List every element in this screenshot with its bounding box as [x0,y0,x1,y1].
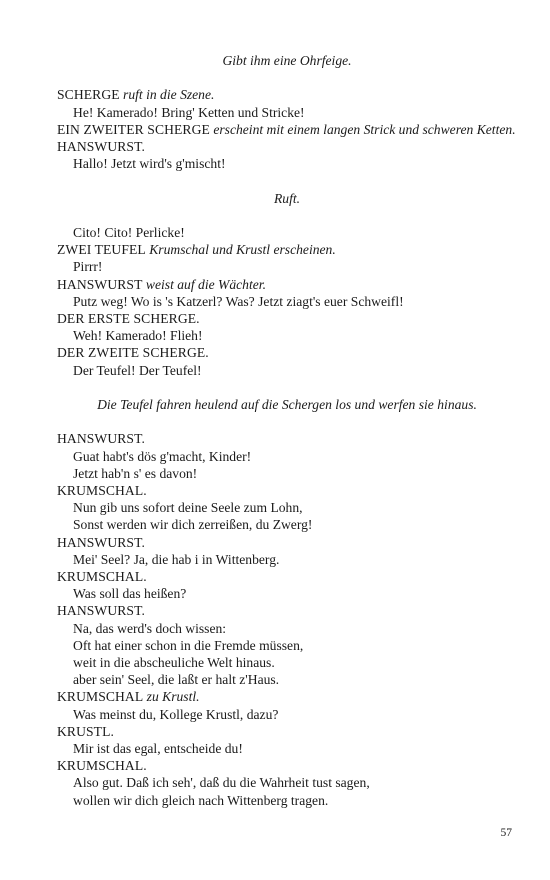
speech-line: Hallo! Jetzt wird's g'mischt! [73,156,226,172]
speaker-direction: ruft in die Szene. [123,87,215,103]
speaker-line [57,310,517,327]
speaker-name: HANSWURST. [57,534,145,550]
speaker-line [57,534,517,551]
speaker-name: KRUMSCHAL. [57,569,147,585]
speaker-direction: weist auf die Wächter. [145,276,266,292]
speaker-line [57,344,517,361]
speech-line: Nun gib uns sofort deine Seele zum Lohn, [73,500,303,516]
speaker-name: HANSWURST. [57,139,145,154]
stage-direction: Die Teufel fahren heulend auf die Schergen los und werfen sie hinaus. [97,397,477,412]
stage-direction: Ruft. [273,190,301,206]
speech-line: aber sein' Seel, die laßt er halt z'Haus. [73,672,280,688]
speaker-line [57,86,517,103]
speech-line: Na, das werd's doch wissen: [73,620,227,636]
speech-line: Cito! Cito! Perlicke! [73,224,185,240]
speaker-line [57,121,517,138]
speech-line: He! Kamerado! Bring' Ketten und Stricke! [73,104,305,120]
speaker-line [57,602,517,619]
speaker-line [57,757,517,774]
speaker-name: HANSWURST. [57,431,145,447]
speech-line: Mir ist das egal, entscheide du! [73,741,243,757]
speaker-name: ZWEI TEUFEL [57,242,146,258]
speech-line: weit in die abscheuliche Welt hinaus. [73,655,275,671]
speaker-line [57,241,517,258]
speech-line: Also gut. Daß ich seh', daß du die Wahrheit tust sagen, [73,775,370,791]
speaker-name: KRUSTL. [57,723,114,739]
speaker-direction: Krumschal und Krustl erscheinen. [149,242,336,258]
speech-line: wollen wir dich gleich nach Wittenberg tragen. [73,792,329,808]
speaker-line [57,138,517,155]
speaker-name: HANSWURST [57,276,143,292]
speaker-line [57,482,517,499]
speaker-name: KRUMSCHAL [57,689,144,705]
speaker-name: HANSWURST. [57,603,145,619]
speaker-line [57,688,517,705]
page-text [57,52,517,809]
speaker-name: DER ERSTE SCHERGE. [57,311,200,326]
speaker-name: DER ZWEITE SCHERGE. [57,345,209,361]
speaker-line [57,568,517,585]
speaker-line [57,430,517,447]
speech-line: Jetzt hab'n s' es davon! [73,465,198,481]
speaker-line [57,276,517,293]
speech-line: Was meinst du, Kollege Krustl, dazu? [73,706,279,722]
speaker-direction: erscheint mit einem langen Strick und schweren Ketten. [213,121,516,137]
speaker-name: SCHERGE [57,87,120,103]
speech-line: Mei' Seel? Ja, die hab i in Wittenberg. [73,551,280,567]
speech-line: Guat habt's dös g'macht, Kinder! [73,448,252,464]
speech-line: Sonst werden wir dich zerreißen, du Zwerg! [73,517,313,533]
speaker-line [57,723,517,740]
speech-line: Putz weg! Wo is 's Katzerl? Was? Jetzt ziagt's euer Schweifl! [73,293,404,309]
speech-line: Der Teufel! Der Teufel! [73,362,202,378]
speech-line: Weh! Kamerado! Flieh! [73,328,203,344]
speech-line: Was soll das heißen? [73,586,187,602]
speaker-name: KRUMSCHAL. [57,758,147,774]
speech-line: Oft hat einer schon in die Fremde müssen, [73,637,304,653]
speaker-direction: zu Krustl. [146,689,200,705]
stage-direction: Gibt ihm eine Ohrfeige. [222,53,352,68]
speaker-name: KRUMSCHAL. [57,483,147,498]
speaker-name: EIN ZWEITER SCHERGE [57,121,210,137]
speech-line: Pirrr! [73,259,103,275]
page-number: 57 [500,827,512,839]
